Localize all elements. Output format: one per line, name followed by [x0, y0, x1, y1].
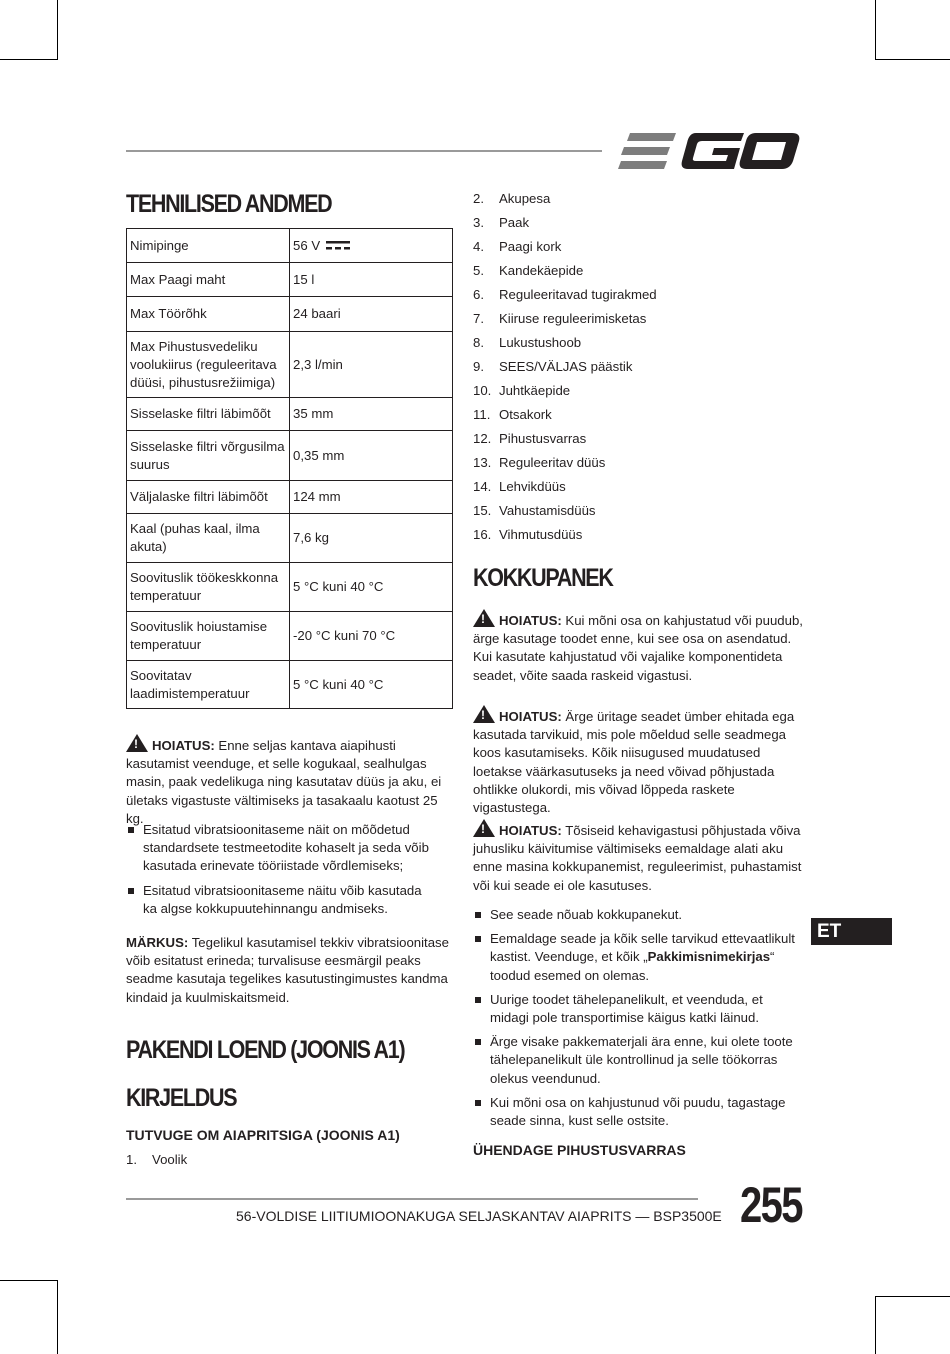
- dc-symbol-icon: [326, 239, 350, 251]
- spec-value: -20 °C kuni 70 °C: [290, 612, 453, 661]
- crop-mark: [875, 1296, 876, 1354]
- description-subtitle: TUTVUGE OM AIAPRITSIGA (JOONIS A1): [126, 1127, 400, 1143]
- list-item: 8. Lukustushoob: [473, 335, 582, 350]
- list-item: 14. Lehvikdüüs: [473, 479, 566, 494]
- list-item: 13. Reguleeritav düüs: [473, 455, 606, 470]
- crop-mark: [0, 1280, 58, 1281]
- footer-text: 56-VOLDISE LIITIUMIOONAKUGA SELJASKANTAV AIAPRITS — BSP3500E: [236, 1208, 722, 1224]
- list-item: Esitatud vibratsioonitaseme näit on mõõdetud standardsete testmeetodite kohaselt ja seda võib kasutada erinevate tööriistade võrdlemiseks;: [126, 821, 436, 876]
- warning-icon: [473, 609, 495, 627]
- list-item: 2. Akupesa: [473, 191, 551, 206]
- list-item: Ärge visake pakkematerjali ära enne, kui olete toote tähelepanelikult üle kontrollinud ja selle töökorras olekus veendunud.: [473, 1033, 803, 1088]
- language-tab: ET: [811, 918, 892, 945]
- spec-value: 35 mm: [290, 398, 453, 431]
- parts-list-left: [126, 1151, 187, 1175]
- spec-value: 5 °C kuni 40 °C: [290, 563, 453, 612]
- table-row: [127, 332, 453, 398]
- packing-title: PAKENDI LOEND (JOONIS A1): [126, 1036, 405, 1064]
- spec-label: Sisselaske filtri läbimõõt: [127, 398, 290, 431]
- crop-mark: [57, 1280, 58, 1354]
- crop-mark: [875, 59, 950, 60]
- table-row: [127, 431, 453, 481]
- table-row: [127, 297, 453, 332]
- note-paragraph: MÄRKUS: Tegelikul kasutamisel tekkiv vibratsioonitase võib esitatust erineda; turvalisuse eesmärgil peaks seadme kasutaja tegelikes kasutustingimustes kandma kindaid ja kuulmiskaitsmeid.: [126, 935, 449, 1005]
- spec-label: Väljalaske filtri läbimõõt: [127, 481, 290, 514]
- spec-value: 24 baari: [290, 297, 453, 332]
- table-row: [127, 661, 453, 709]
- warning-icon: [473, 705, 495, 723]
- spec-label: Nimipinge: [127, 229, 290, 263]
- list-item: 6. Reguleeritavad tugirakmed: [473, 287, 657, 302]
- warning-icon: [126, 734, 148, 752]
- crop-mark: [57, 0, 58, 60]
- spec-value: 56 V: [290, 229, 453, 263]
- spec-label: Max Pihustusvedeliku voolukiirus (reguleeritava düüsi, pihustusrežiimiga): [127, 332, 290, 398]
- spec-value: 5 °C kuni 40 °C: [290, 661, 453, 709]
- spec-label: Sisselaske filtri võrgusilma suurus: [127, 431, 290, 481]
- list-item: 9. SEES/VÄLJAS päästik: [473, 359, 633, 374]
- list-item: 7. Kiiruse reguleerimisketas: [473, 311, 647, 326]
- list-item: 11. Otsakork: [473, 407, 552, 422]
- table-row: [127, 263, 453, 297]
- page-number: 255: [740, 1177, 802, 1233]
- assembly-warning-2: !HOIATUS: Ärge üritage seadet ümber ehitada ega kasutada tarvikuid, mis pole mõeldud selle seadmega koos kasutamiseks. Kõik niisugused muudatused loetakse väärkasutuseks ja need võivad põhjustada ohtlikke olukordi, mis võivad lõppeda raskete vigastustega.: [473, 705, 803, 817]
- list-item: Eemaldage seade ja kõik selle tarvikud ettevaatlikult kastist. Veenduge, et kõik „Pakkimisnimekirjas“ toodud esemed on olemas.: [473, 930, 803, 985]
- spec-table: [126, 228, 453, 709]
- weight-warning: !HOIATUS: Enne seljas kantava aiapihusti kasutamist veenduge, et selle kogukaal, sealhulgas masin, paak vedelikuga ning kasutatav düüs ja aku, ei ületaks vigastuste vältimiseks ja tasakaalu kaotust 25 kg.: [126, 734, 456, 828]
- spec-value: 7,6 kg: [290, 514, 453, 563]
- spec-value: 2,3 l/min: [290, 332, 453, 398]
- ego-logo: [618, 131, 800, 171]
- table-row: [127, 563, 453, 612]
- list-item: See seade nõuab kokkupanekut.: [473, 906, 803, 924]
- specs-title: TEHNILISED ANDMED: [126, 190, 332, 218]
- assembly-warning-1: !HOIATUS: Kui mõni osa on kahjustatud või puudub, ärge kasutage toodet enne, kui see osa on asendatud. Kui kasutate kahjustatud või vajalike komponentideta seadet, võite saada raskeid vigastusi.: [473, 609, 803, 685]
- table-row: [127, 398, 453, 431]
- list-item: 1. Voolik: [126, 1152, 188, 1167]
- spec-label: Kaal (puhas kaal, ilma akuta): [127, 514, 290, 563]
- spec-label: Soovituslik hoiustamise temperatuur: [127, 612, 290, 661]
- spec-label: Max Töörõhk: [127, 297, 290, 332]
- spec-value: 15 l: [290, 263, 453, 297]
- assembly-list: [473, 906, 803, 1136]
- table-row: [127, 481, 453, 514]
- list-item: 12. Pihustusvarras: [473, 431, 587, 446]
- spec-label: Soovituslik töökeskkonna temperatuur: [127, 563, 290, 612]
- warning-icon: [473, 819, 495, 837]
- spec-value: 124 mm: [290, 481, 453, 514]
- table-row: [127, 514, 453, 563]
- header-rule: [126, 150, 602, 152]
- list-item: 15. Vahustamisdüüs: [473, 503, 596, 518]
- spec-label: Max Paagi maht: [127, 263, 290, 297]
- description-title: KIRJELDUS: [126, 1084, 237, 1112]
- list-item: Uurige toodet tähelepanelikult, et veenduda, et midagi pole transportimise käigus katki läinud.: [473, 991, 803, 1027]
- list-item: 5. Kandekäepide: [473, 263, 584, 278]
- list-item: 16. Vihmutusdüüs: [473, 527, 583, 542]
- table-row: [127, 612, 453, 661]
- assembly-title: KOKKUPANEK: [473, 564, 613, 592]
- vibration-list: [126, 821, 436, 924]
- list-item: 4. Paagi kork: [473, 239, 562, 254]
- connect-wand-heading: ÜHENDAGE PIHUSTUSVARRAS: [473, 1142, 686, 1158]
- list-item: Esitatud vibratsioonitaseme näitu võib kasutada ka algse kokkupuutehinnangu andmiseks.: [126, 882, 436, 918]
- table-row: [127, 229, 453, 263]
- list-item: 10. Juhtkäepide: [473, 383, 571, 398]
- crop-mark: [875, 1296, 950, 1297]
- list-item: Kui mõni osa on kahjustunud või puudu, tagastage seade sinna, kust selle ostsite.: [473, 1094, 803, 1130]
- crop-mark: [875, 0, 876, 60]
- spec-label: Soovitatav laadimistemperatuur: [127, 661, 290, 709]
- parts-list-right: [473, 190, 657, 550]
- assembly-warning-3: !HOIATUS: Tõsiseid kehavigastusi põhjustada võiva juhusliku käivitumise vältimiseks eemaldage alati aku enne masina kokkupanemist, reguleerimist, puhastamist või kui seade ei ole kasutuses.: [473, 819, 803, 895]
- crop-mark: [0, 59, 58, 60]
- list-item: 3. Paak: [473, 215, 530, 230]
- spec-value: 0,35 mm: [290, 431, 453, 481]
- footer-rule: [126, 1198, 698, 1200]
